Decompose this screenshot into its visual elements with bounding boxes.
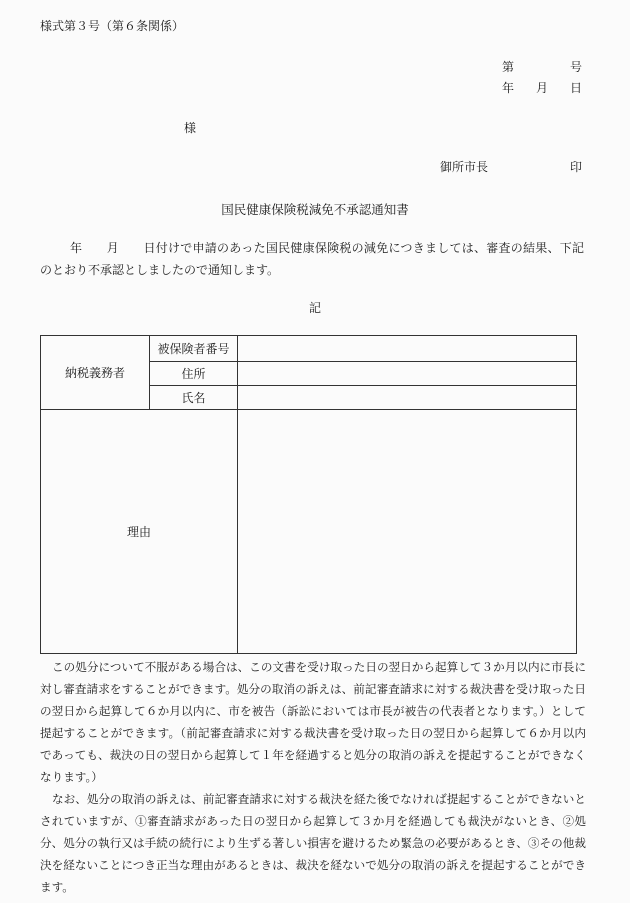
date-month: 月 xyxy=(535,81,548,95)
taxpayer-label: 納税義務者 xyxy=(41,336,150,410)
issue-date-line xyxy=(502,79,582,96)
number-suffix: 号 xyxy=(569,60,582,74)
reason-label: 理由 xyxy=(41,410,238,654)
addressee-suffix: 様 xyxy=(184,121,197,135)
seal-mark: 印 xyxy=(569,160,582,174)
date-day: 日 xyxy=(569,81,582,95)
insured-number-label: 被保険者番号 xyxy=(150,336,238,362)
sender-title: 御所市長 xyxy=(440,160,489,174)
insured-number-field[interactable] xyxy=(238,336,577,362)
intro-paragraph: 年 月 日付けで申請のあった国民健康保険税の減免につきましては、審査の結果、下記のとおり不承認としましたので通知します。 xyxy=(40,241,584,277)
address-field[interactable] xyxy=(238,362,577,386)
appeal-notice xyxy=(40,656,586,898)
date-year: 年 xyxy=(502,81,515,95)
document-number-line xyxy=(502,58,582,75)
reason-field[interactable] xyxy=(238,410,577,654)
name-label: 氏名 xyxy=(150,386,238,410)
appeal-paragraph-2: なお、処分の取消の訴えは、前記審査請求に対する裁決を経た後でなければ提起することができないとされていますが、①審査請求があった日の翌日から起算して３か月を経過しても裁決がないとき、②処分、処分の執行又は手続の続行により生ずる著しい損害を避けるため緊急の必要があるとき、③その他裁決を経ないことにつき正当な理由があるときは、裁決を経ないで処分の取消の訴えを提起することができます。 xyxy=(40,792,586,894)
document-title: 国民健康保険税減免不承認通知書 xyxy=(221,202,409,217)
details-table xyxy=(40,335,577,654)
appeal-paragraph-1: この処分について不服がある場合は、この文書を受け取った日の翌日から起算して３か月以内に市長に対し審査請求をすることができます。処分の取消の訴えは、前記審査請求に対する裁決書を受け取った日の翌日から起算して６か月以内に、市を被告（訴訟においては市長が被告の代表者となります。）として提起することができます。（前記審査請求に対する裁決書を受け取った日の翌日から起算して６か月以内であっても、裁決の日の翌日から起算して１年を経過すると処分の取消の訴えを提起することができなくなります。） xyxy=(40,660,586,784)
form-number-label: 様式第３号（第６条関係） xyxy=(40,19,185,33)
address-label: 住所 xyxy=(150,362,238,386)
number-prefix: 第 xyxy=(502,60,515,74)
sender-line xyxy=(440,158,582,175)
ki-heading: 記 xyxy=(308,301,321,315)
name-field[interactable] xyxy=(238,386,577,410)
